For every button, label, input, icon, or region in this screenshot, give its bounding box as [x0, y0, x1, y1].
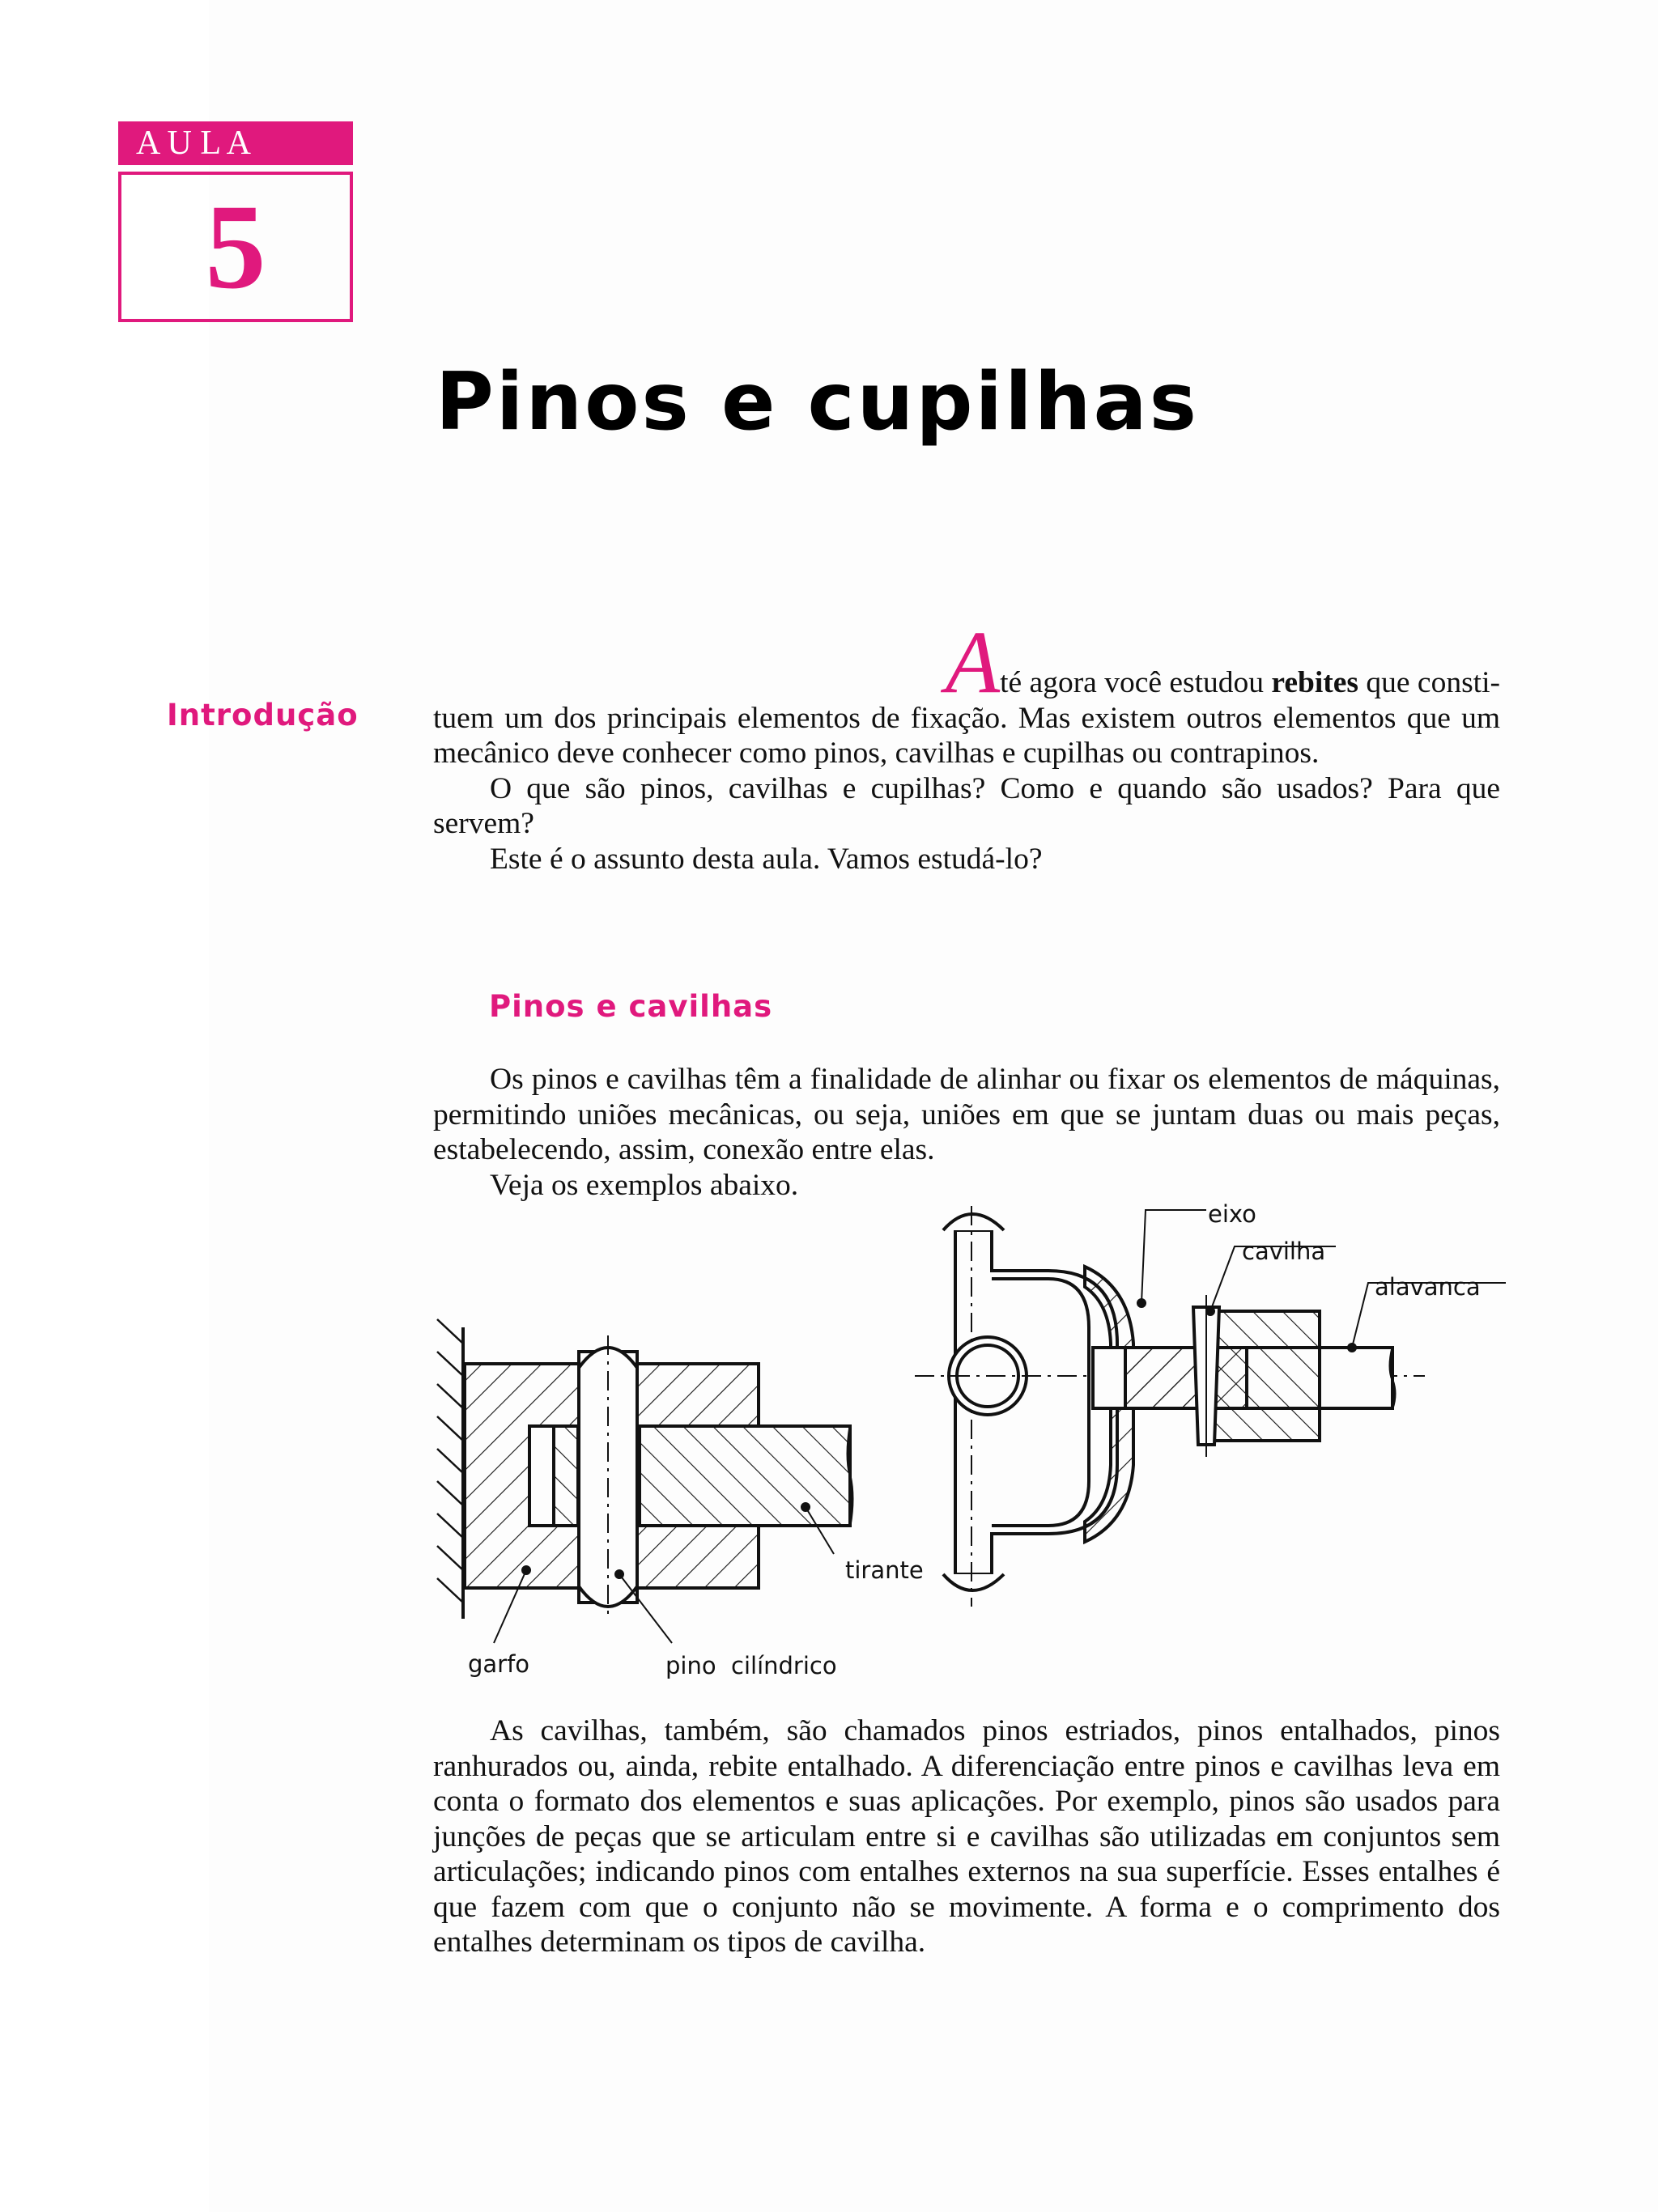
intro-paragraph-2: O que são pinos, cavilhas e cupilhas? Como e quando são usados? Para que servem?	[433, 771, 1500, 840]
section-heading: Pinos e cavilhas	[489, 989, 773, 1024]
body-text	[433, 1713, 1500, 1960]
intro-paragraph-3: Este é o assunto desta aula. Vamos estudá-lo?	[490, 842, 1043, 876]
intro-paragraph-rest: tuem um dos principais elementos de fixação. Mas existem outros elementos que um mecânico deve conhecer como pinos, cavilhas e cupilhas ou contrapinos.	[433, 701, 1500, 770]
section-paragraph-2: Veja os exemplos abaixo.	[490, 1168, 799, 1202]
section-paragraph-1: Os pinos e cavilhas têm a finalidade de alinhar ou fixar os elementos de máquinas, permitindo uniões mecânicas, ou seja, uniões em que se juntam duas ou mais peças, estabelecendo, assim, conexão entre elas.	[433, 1063, 1500, 1166]
right-figure	[915, 1206, 1506, 1607]
lesson-header-text: A U L A	[136, 125, 251, 162]
label-tirante: tirante	[845, 1556, 924, 1584]
intro-line1-bold: rebites	[1271, 666, 1359, 699]
intro-line1-post: que consti-	[1358, 666, 1500, 699]
label-pino-cilindrico: pino cilíndrico	[665, 1652, 837, 1679]
lesson-number: 5	[205, 180, 266, 314]
left-figure	[437, 1319, 852, 1643]
intro-line1-pre: té agora você estudou	[1000, 666, 1272, 699]
page-title: Pinos e cupilhas	[436, 356, 1199, 448]
label-alavanca: alavanca	[1375, 1273, 1481, 1301]
intro-side-label: Introdução	[167, 698, 359, 732]
body-paragraph-1: As cavilhas, também, são chamados pinos estriados, pinos entalhados, pinos ranhurados ou, ainda, rebite entalhado. A diferenciação entre pinos e cavilhas leva em conta o formato dos elementos e suas aplicações. Por exemplo, pinos são usados para junções de peças que se articulam entre si e cavilhas são utilizadas em conjuntos sem articulações; indicando pinos com entalhes externos na sua superfície. Esses entalhes é que fazem com que o conjunto não se movimente. A forma e o comprimento dos entalhes determinam os tipos de cavilha.	[433, 1714, 1500, 1959]
label-garfo: garfo	[468, 1650, 530, 1678]
label-cavilha: cavilha	[1242, 1238, 1326, 1265]
drop-cap: A	[945, 613, 1001, 711]
label-eixo: eixo	[1208, 1200, 1256, 1228]
